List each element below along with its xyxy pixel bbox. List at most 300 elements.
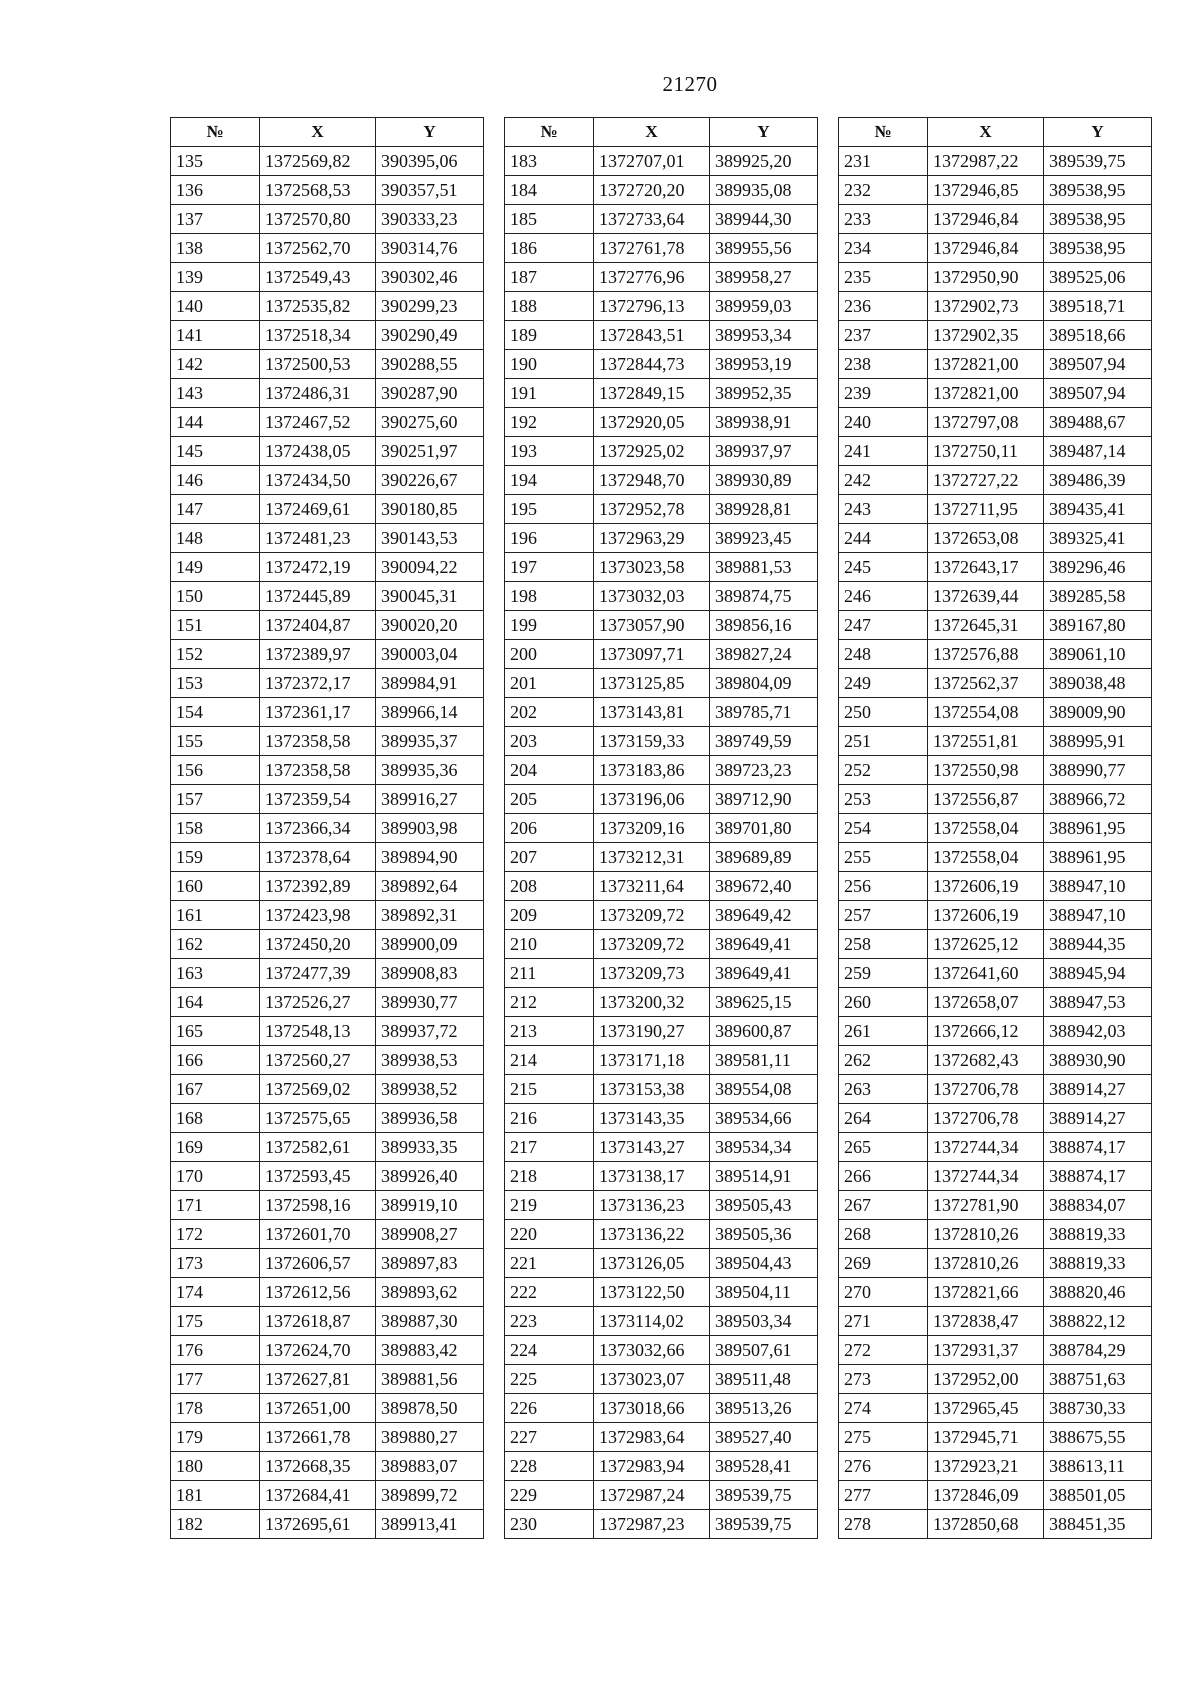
cell-y: 388947,10 bbox=[1044, 872, 1152, 901]
cell-x: 1372706,78 bbox=[928, 1104, 1044, 1133]
cell-y: 389538,95 bbox=[1044, 234, 1152, 263]
cell-x: 1372361,17 bbox=[260, 698, 376, 727]
cell-x: 1372562,37 bbox=[928, 669, 1044, 698]
cell-x: 1372965,45 bbox=[928, 1394, 1044, 1423]
cell-number: 182 bbox=[171, 1510, 260, 1539]
cell-number: 160 bbox=[171, 872, 260, 901]
cell-number: 267 bbox=[839, 1191, 928, 1220]
cell-number: 183 bbox=[505, 147, 594, 176]
cell-number: 203 bbox=[505, 727, 594, 756]
cell-y: 389507,94 bbox=[1044, 379, 1152, 408]
cell-y: 388961,95 bbox=[1044, 843, 1152, 872]
table-row bbox=[171, 843, 484, 872]
table-row bbox=[839, 1191, 1152, 1220]
table-row bbox=[839, 553, 1152, 582]
table-row bbox=[505, 959, 818, 988]
cell-x: 1372838,47 bbox=[928, 1307, 1044, 1336]
cell-y: 389874,75 bbox=[710, 582, 818, 611]
cell-number: 195 bbox=[505, 495, 594, 524]
cell-number: 179 bbox=[171, 1423, 260, 1452]
table-row bbox=[505, 872, 818, 901]
cell-y: 389507,94 bbox=[1044, 350, 1152, 379]
cell-x: 1372438,05 bbox=[260, 437, 376, 466]
table-row bbox=[505, 437, 818, 466]
table-row bbox=[505, 466, 818, 495]
cell-x: 1372593,45 bbox=[260, 1162, 376, 1191]
table-row bbox=[839, 872, 1152, 901]
table-row bbox=[171, 176, 484, 205]
table-row bbox=[505, 901, 818, 930]
cell-number: 266 bbox=[839, 1162, 928, 1191]
cell-x: 1373143,81 bbox=[594, 698, 710, 727]
table-row bbox=[839, 495, 1152, 524]
cell-x: 1372423,98 bbox=[260, 901, 376, 930]
cell-number: 247 bbox=[839, 611, 928, 640]
cell-number: 216 bbox=[505, 1104, 594, 1133]
cell-x: 1372684,41 bbox=[260, 1481, 376, 1510]
cell-x: 1372558,04 bbox=[928, 814, 1044, 843]
cell-number: 244 bbox=[839, 524, 928, 553]
table-row bbox=[171, 1017, 484, 1046]
cell-number: 271 bbox=[839, 1307, 928, 1336]
cell-number: 217 bbox=[505, 1133, 594, 1162]
table-row bbox=[171, 1278, 484, 1307]
cell-y: 389581,11 bbox=[710, 1046, 818, 1075]
cell-x: 1372987,22 bbox=[928, 147, 1044, 176]
cell-number: 270 bbox=[839, 1278, 928, 1307]
table-row bbox=[505, 843, 818, 872]
cell-y: 389749,59 bbox=[710, 727, 818, 756]
cell-number: 277 bbox=[839, 1481, 928, 1510]
cell-x: 1372389,97 bbox=[260, 640, 376, 669]
cell-x: 1372550,98 bbox=[928, 756, 1044, 785]
cell-y: 390288,55 bbox=[376, 350, 484, 379]
cell-number: 213 bbox=[505, 1017, 594, 1046]
cell-x: 1372846,09 bbox=[928, 1481, 1044, 1510]
cell-x: 1372606,19 bbox=[928, 872, 1044, 901]
cell-number: 218 bbox=[505, 1162, 594, 1191]
cell-number: 233 bbox=[839, 205, 928, 234]
cell-number: 180 bbox=[171, 1452, 260, 1481]
cell-x: 1372562,70 bbox=[260, 234, 376, 263]
cell-x: 1372661,78 bbox=[260, 1423, 376, 1452]
table-row bbox=[839, 1452, 1152, 1481]
table-row bbox=[171, 205, 484, 234]
cell-x: 1372576,88 bbox=[928, 640, 1044, 669]
cell-x: 1373018,66 bbox=[594, 1394, 710, 1423]
cell-number: 186 bbox=[505, 234, 594, 263]
cell-x: 1372952,78 bbox=[594, 495, 710, 524]
cell-number: 143 bbox=[171, 379, 260, 408]
cell-y: 389883,07 bbox=[376, 1452, 484, 1481]
cell-x: 1372707,01 bbox=[594, 147, 710, 176]
table-row bbox=[839, 147, 1152, 176]
cell-number: 144 bbox=[171, 408, 260, 437]
table-row bbox=[839, 582, 1152, 611]
cell-x: 1372983,94 bbox=[594, 1452, 710, 1481]
cell-number: 249 bbox=[839, 669, 928, 698]
table-row bbox=[505, 1191, 818, 1220]
table-row bbox=[505, 1510, 818, 1539]
table-row bbox=[839, 1133, 1152, 1162]
cell-x: 1372711,95 bbox=[928, 495, 1044, 524]
header-x: X bbox=[260, 118, 376, 147]
table-row bbox=[505, 611, 818, 640]
cell-x: 1373143,27 bbox=[594, 1133, 710, 1162]
cell-number: 225 bbox=[505, 1365, 594, 1394]
cell-x: 1372983,64 bbox=[594, 1423, 710, 1452]
cell-x: 1372963,29 bbox=[594, 524, 710, 553]
table-row bbox=[171, 582, 484, 611]
cell-x: 1372434,50 bbox=[260, 466, 376, 495]
cell-x: 1372358,58 bbox=[260, 756, 376, 785]
table-row bbox=[171, 611, 484, 640]
cell-number: 264 bbox=[839, 1104, 928, 1133]
table-row bbox=[171, 408, 484, 437]
page-number: 21270 bbox=[662, 72, 718, 96]
cell-number: 246 bbox=[839, 582, 928, 611]
cell-y: 390299,23 bbox=[376, 292, 484, 321]
cell-x: 1372624,70 bbox=[260, 1336, 376, 1365]
cell-number: 146 bbox=[171, 466, 260, 495]
cell-x: 1372359,54 bbox=[260, 785, 376, 814]
table-row bbox=[839, 1307, 1152, 1336]
table-row bbox=[505, 1249, 818, 1278]
cell-number: 135 bbox=[171, 147, 260, 176]
cell-y: 389804,09 bbox=[710, 669, 818, 698]
cell-y: 389528,41 bbox=[710, 1452, 818, 1481]
cell-number: 161 bbox=[171, 901, 260, 930]
cell-x: 1372776,96 bbox=[594, 263, 710, 292]
cell-y: 389935,37 bbox=[376, 727, 484, 756]
cell-number: 191 bbox=[505, 379, 594, 408]
cell-y: 389919,10 bbox=[376, 1191, 484, 1220]
cell-x: 1372486,31 bbox=[260, 379, 376, 408]
cell-number: 156 bbox=[171, 756, 260, 785]
cell-number: 241 bbox=[839, 437, 928, 466]
cell-x: 1372606,57 bbox=[260, 1249, 376, 1278]
cell-number: 194 bbox=[505, 466, 594, 495]
cell-x: 1372645,31 bbox=[928, 611, 1044, 640]
cell-y: 389712,90 bbox=[710, 785, 818, 814]
cell-y: 388784,29 bbox=[1044, 1336, 1152, 1365]
cell-x: 1373122,50 bbox=[594, 1278, 710, 1307]
table-row bbox=[839, 234, 1152, 263]
cell-number: 189 bbox=[505, 321, 594, 350]
cell-number: 278 bbox=[839, 1510, 928, 1539]
cell-x: 1373097,71 bbox=[594, 640, 710, 669]
cell-x: 1372849,15 bbox=[594, 379, 710, 408]
cell-number: 158 bbox=[171, 814, 260, 843]
cell-y: 388942,03 bbox=[1044, 1017, 1152, 1046]
cell-x: 1373114,02 bbox=[594, 1307, 710, 1336]
cell-x: 1373200,32 bbox=[594, 988, 710, 1017]
table-row bbox=[505, 350, 818, 379]
cell-y: 389944,30 bbox=[710, 205, 818, 234]
table-row bbox=[839, 959, 1152, 988]
cell-number: 181 bbox=[171, 1481, 260, 1510]
table-row bbox=[839, 727, 1152, 756]
table-row bbox=[505, 988, 818, 1017]
cell-y: 389507,61 bbox=[710, 1336, 818, 1365]
header-number: № bbox=[171, 118, 260, 147]
table-row bbox=[505, 379, 818, 408]
cell-y: 388834,07 bbox=[1044, 1191, 1152, 1220]
cell-y: 388675,55 bbox=[1044, 1423, 1152, 1452]
cell-y: 389518,66 bbox=[1044, 321, 1152, 350]
table-row bbox=[171, 379, 484, 408]
cell-number: 192 bbox=[505, 408, 594, 437]
cell-y: 389935,08 bbox=[710, 176, 818, 205]
cell-x: 1372925,02 bbox=[594, 437, 710, 466]
cell-number: 256 bbox=[839, 872, 928, 901]
cell-y: 389513,26 bbox=[710, 1394, 818, 1423]
cell-x: 1372598,16 bbox=[260, 1191, 376, 1220]
table-row bbox=[505, 1423, 818, 1452]
cell-y: 388944,35 bbox=[1044, 930, 1152, 959]
cell-number: 228 bbox=[505, 1452, 594, 1481]
header-row bbox=[505, 118, 818, 147]
cell-y: 389325,41 bbox=[1044, 524, 1152, 553]
cell-x: 1373209,72 bbox=[594, 930, 710, 959]
cell-number: 152 bbox=[171, 640, 260, 669]
cell-number: 261 bbox=[839, 1017, 928, 1046]
table-row bbox=[171, 350, 484, 379]
cell-x: 1372948,70 bbox=[594, 466, 710, 495]
cell-x: 1372582,61 bbox=[260, 1133, 376, 1162]
table-row bbox=[171, 930, 484, 959]
table-row bbox=[505, 698, 818, 727]
cell-y: 389504,43 bbox=[710, 1249, 818, 1278]
cell-y: 389525,06 bbox=[1044, 263, 1152, 292]
table-row bbox=[839, 1249, 1152, 1278]
cell-number: 275 bbox=[839, 1423, 928, 1452]
cell-y: 389672,40 bbox=[710, 872, 818, 901]
cell-x: 1373196,06 bbox=[594, 785, 710, 814]
cell-x: 1372651,00 bbox=[260, 1394, 376, 1423]
cell-x: 1372810,26 bbox=[928, 1249, 1044, 1278]
table-row bbox=[839, 1075, 1152, 1104]
cell-y: 389908,27 bbox=[376, 1220, 484, 1249]
cell-y: 389827,24 bbox=[710, 640, 818, 669]
cell-number: 142 bbox=[171, 350, 260, 379]
cell-number: 221 bbox=[505, 1249, 594, 1278]
cell-x: 1372556,87 bbox=[928, 785, 1044, 814]
cell-number: 151 bbox=[171, 611, 260, 640]
table-row bbox=[839, 669, 1152, 698]
table-row bbox=[839, 263, 1152, 292]
table-row bbox=[171, 640, 484, 669]
cell-number: 240 bbox=[839, 408, 928, 437]
cell-number: 202 bbox=[505, 698, 594, 727]
cell-x: 1373190,27 bbox=[594, 1017, 710, 1046]
cell-y: 388819,33 bbox=[1044, 1220, 1152, 1249]
cell-y: 388822,12 bbox=[1044, 1307, 1152, 1336]
cell-number: 222 bbox=[505, 1278, 594, 1307]
cell-y: 389900,09 bbox=[376, 930, 484, 959]
table-row bbox=[171, 1365, 484, 1394]
header-row bbox=[839, 118, 1152, 147]
cell-x: 1372931,37 bbox=[928, 1336, 1044, 1365]
cell-x: 1372987,24 bbox=[594, 1481, 710, 1510]
cell-number: 265 bbox=[839, 1133, 928, 1162]
table-row bbox=[839, 640, 1152, 669]
cell-y: 389486,39 bbox=[1044, 466, 1152, 495]
cell-x: 1373209,16 bbox=[594, 814, 710, 843]
table-row bbox=[839, 1481, 1152, 1510]
cell-x: 1372372,17 bbox=[260, 669, 376, 698]
cell-x: 1372535,82 bbox=[260, 292, 376, 321]
header-y: Y bbox=[710, 118, 818, 147]
table-row bbox=[505, 176, 818, 205]
cell-y: 389938,91 bbox=[710, 408, 818, 437]
cell-number: 196 bbox=[505, 524, 594, 553]
table-row bbox=[505, 1220, 818, 1249]
cell-number: 276 bbox=[839, 1452, 928, 1481]
cell-number: 173 bbox=[171, 1249, 260, 1278]
cell-x: 1372720,20 bbox=[594, 176, 710, 205]
cell-y: 389883,42 bbox=[376, 1336, 484, 1365]
table-row bbox=[505, 1046, 818, 1075]
cell-y: 388966,72 bbox=[1044, 785, 1152, 814]
cell-number: 137 bbox=[171, 205, 260, 234]
cell-number: 242 bbox=[839, 466, 928, 495]
cell-number: 148 bbox=[171, 524, 260, 553]
cell-x: 1373212,31 bbox=[594, 843, 710, 872]
cell-x: 1372946,84 bbox=[928, 234, 1044, 263]
cell-x: 1372560,27 bbox=[260, 1046, 376, 1075]
cell-x: 1373023,58 bbox=[594, 553, 710, 582]
cell-y: 388995,91 bbox=[1044, 727, 1152, 756]
cell-y: 389503,34 bbox=[710, 1307, 818, 1336]
cell-y: 389984,91 bbox=[376, 669, 484, 698]
table-row bbox=[171, 988, 484, 1017]
cell-number: 212 bbox=[505, 988, 594, 1017]
table-row bbox=[171, 1249, 484, 1278]
cell-number: 150 bbox=[171, 582, 260, 611]
table-row bbox=[171, 727, 484, 756]
cell-x: 1372392,89 bbox=[260, 872, 376, 901]
table-row bbox=[505, 495, 818, 524]
cell-x: 1373032,03 bbox=[594, 582, 710, 611]
table-row bbox=[171, 321, 484, 350]
table-row bbox=[505, 234, 818, 263]
cell-y: 390275,60 bbox=[376, 408, 484, 437]
cell-number: 141 bbox=[171, 321, 260, 350]
table-row bbox=[839, 1394, 1152, 1423]
cell-x: 1372844,73 bbox=[594, 350, 710, 379]
cell-x: 1373023,07 bbox=[594, 1365, 710, 1394]
table-row bbox=[171, 1046, 484, 1075]
table-row bbox=[171, 292, 484, 321]
cell-x: 1372639,44 bbox=[928, 582, 1044, 611]
table-row bbox=[505, 1017, 818, 1046]
cell-y: 389894,90 bbox=[376, 843, 484, 872]
cell-y: 390094,22 bbox=[376, 553, 484, 582]
cell-y: 390226,67 bbox=[376, 466, 484, 495]
cell-y: 389880,27 bbox=[376, 1423, 484, 1452]
cell-y: 390003,04 bbox=[376, 640, 484, 669]
cell-number: 234 bbox=[839, 234, 928, 263]
cell-x: 1373057,90 bbox=[594, 611, 710, 640]
cell-number: 165 bbox=[171, 1017, 260, 1046]
cell-x: 1372558,04 bbox=[928, 843, 1044, 872]
cell-y: 389514,91 bbox=[710, 1162, 818, 1191]
header-x: X bbox=[594, 118, 710, 147]
cell-x: 1372575,65 bbox=[260, 1104, 376, 1133]
cell-number: 268 bbox=[839, 1220, 928, 1249]
coordinate-table-3 bbox=[838, 117, 1152, 1539]
cell-x: 1372467,52 bbox=[260, 408, 376, 437]
table-row bbox=[839, 321, 1152, 350]
cell-y: 388961,95 bbox=[1044, 814, 1152, 843]
table-row bbox=[505, 205, 818, 234]
table-row bbox=[505, 640, 818, 669]
table-row bbox=[171, 1423, 484, 1452]
table-row bbox=[505, 814, 818, 843]
table-row bbox=[171, 1394, 484, 1423]
table-row bbox=[839, 524, 1152, 553]
cell-number: 171 bbox=[171, 1191, 260, 1220]
table-row bbox=[171, 1133, 484, 1162]
cell-number: 227 bbox=[505, 1423, 594, 1452]
cell-number: 178 bbox=[171, 1394, 260, 1423]
cell-x: 1372920,05 bbox=[594, 408, 710, 437]
cell-number: 211 bbox=[505, 959, 594, 988]
cell-y: 389689,89 bbox=[710, 843, 818, 872]
cell-number: 205 bbox=[505, 785, 594, 814]
cell-y: 389897,83 bbox=[376, 1249, 484, 1278]
cell-y: 389539,75 bbox=[710, 1481, 818, 1510]
cell-y: 389285,58 bbox=[1044, 582, 1152, 611]
cell-y: 389649,41 bbox=[710, 930, 818, 959]
cell-y: 389723,23 bbox=[710, 756, 818, 785]
cell-x: 1373136,23 bbox=[594, 1191, 710, 1220]
cell-x: 1372781,90 bbox=[928, 1191, 1044, 1220]
cell-x: 1372526,27 bbox=[260, 988, 376, 1017]
cell-number: 136 bbox=[171, 176, 260, 205]
cell-number: 187 bbox=[505, 263, 594, 292]
cell-y: 390333,23 bbox=[376, 205, 484, 234]
cell-number: 260 bbox=[839, 988, 928, 1017]
cell-number: 157 bbox=[171, 785, 260, 814]
table-row bbox=[839, 843, 1152, 872]
cell-number: 168 bbox=[171, 1104, 260, 1133]
cell-number: 263 bbox=[839, 1075, 928, 1104]
cell-y: 389966,14 bbox=[376, 698, 484, 727]
table-row bbox=[839, 785, 1152, 814]
cell-x: 1372548,13 bbox=[260, 1017, 376, 1046]
cell-number: 170 bbox=[171, 1162, 260, 1191]
table-row bbox=[505, 582, 818, 611]
cell-x: 1373153,38 bbox=[594, 1075, 710, 1104]
table-row bbox=[171, 1162, 484, 1191]
table-row bbox=[171, 1481, 484, 1510]
table-row bbox=[171, 959, 484, 988]
table-row bbox=[839, 1220, 1152, 1249]
cell-x: 1373183,86 bbox=[594, 756, 710, 785]
cell-number: 145 bbox=[171, 437, 260, 466]
table-row bbox=[171, 1452, 484, 1481]
cell-x: 1372569,82 bbox=[260, 147, 376, 176]
cell-x: 1372549,43 bbox=[260, 263, 376, 292]
cell-x: 1372706,78 bbox=[928, 1075, 1044, 1104]
cell-number: 243 bbox=[839, 495, 928, 524]
cell-y: 388819,33 bbox=[1044, 1249, 1152, 1278]
table-row bbox=[171, 756, 484, 785]
cell-number: 273 bbox=[839, 1365, 928, 1394]
cell-x: 1372518,34 bbox=[260, 321, 376, 350]
